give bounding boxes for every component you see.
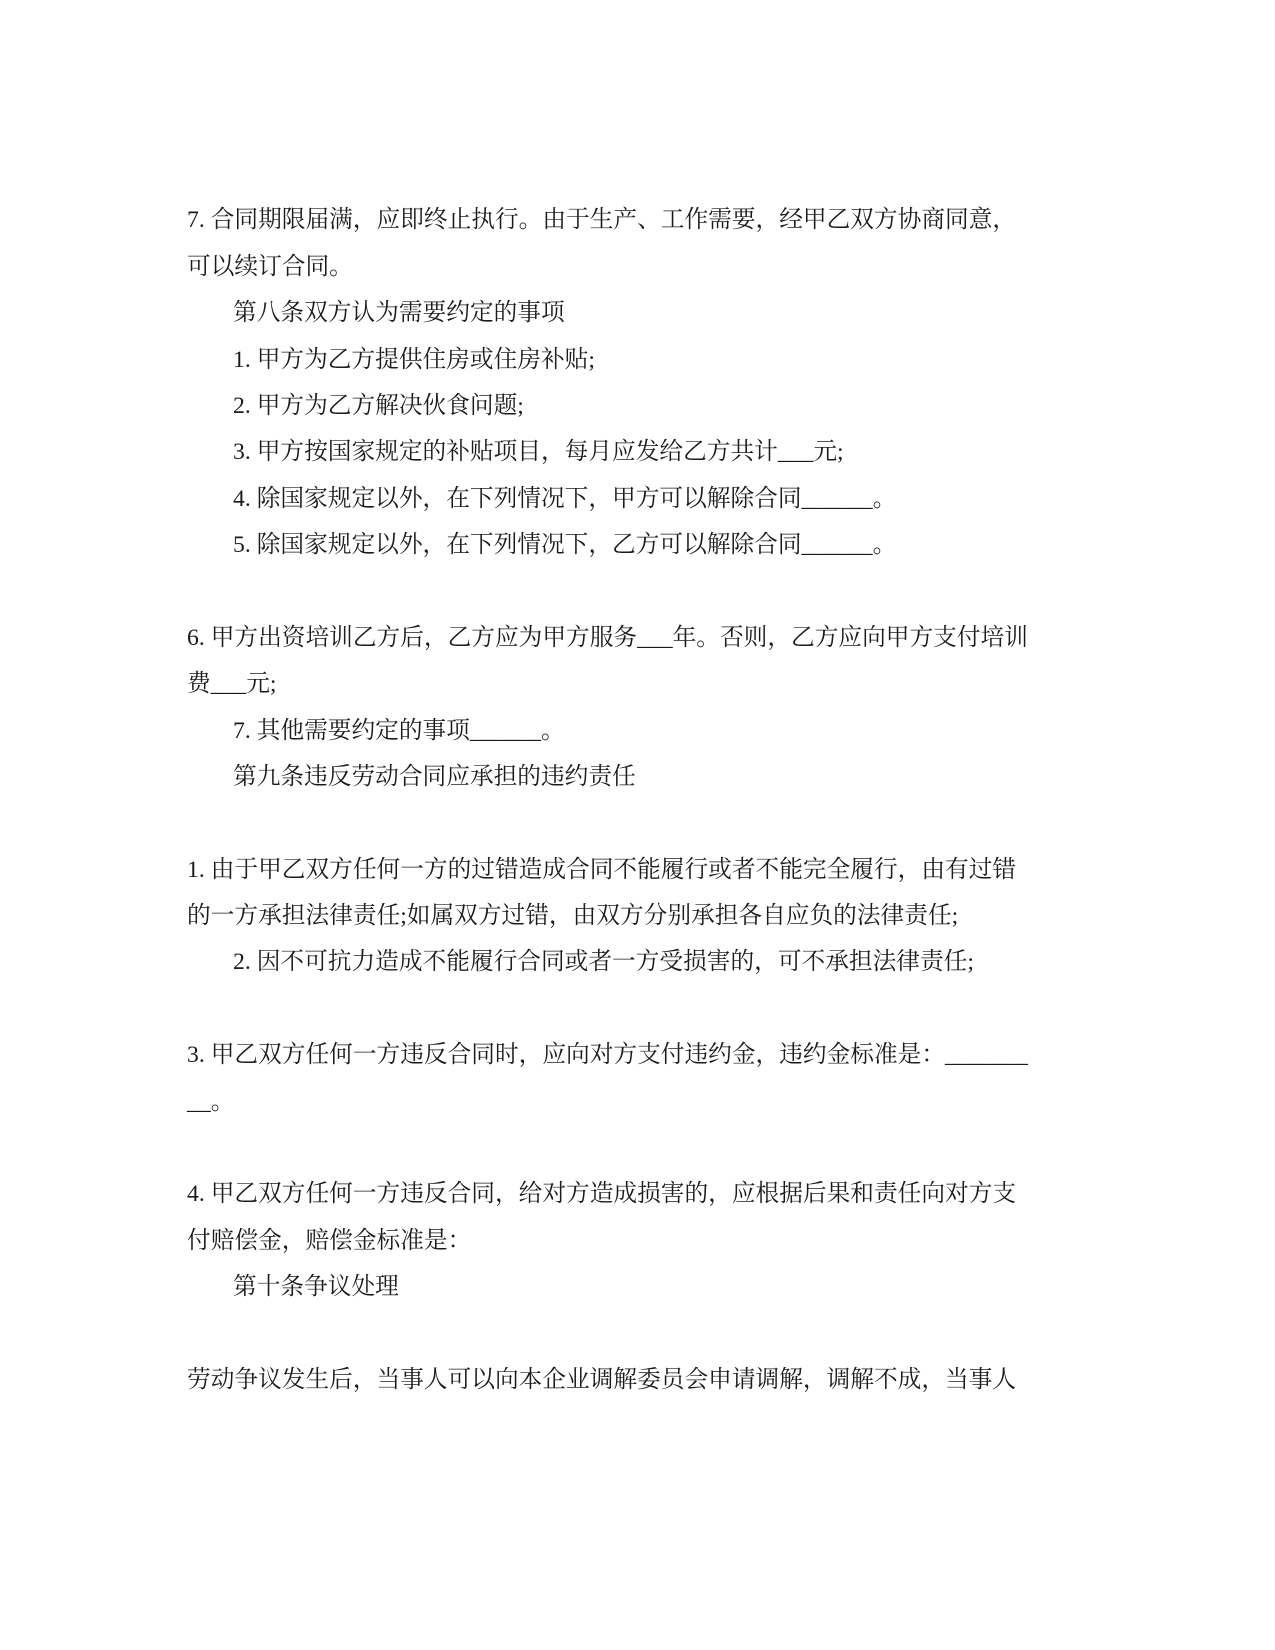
list-item: 2. 甲方为乙方解决伙食问题; (233, 393, 524, 419)
list-item: 3. 甲方按国家规定的补贴项目，每月应发给乙方共计___元; (233, 439, 844, 465)
paragraph-line: 付赔偿金，赔偿金标准是： (187, 1228, 472, 1254)
section-heading-article-8: 第八条双方认为需要约定的事项 (233, 300, 565, 326)
list-item: 1. 由于甲乙双方任何一方的过错造成合同不能履行或者不能完全履行，由有过错 (187, 857, 1017, 883)
list-item: 4. 甲乙双方任何一方违反合同，给对方造成损害的，应根据后果和责任向对方支 (187, 1181, 1017, 1207)
list-item: 7. 其他需要约定的事项______。 (233, 718, 565, 744)
paragraph-line: 7. 合同期限届满，应即终止执行。由于生产、工作需要，经甲乙双方协商同意， (187, 207, 1017, 233)
section-heading-article-10: 第十条争议处理 (233, 1274, 399, 1300)
list-item: 2. 因不可抗力造成不能履行合同或者一方受损害的，可不承担法律责任; (233, 949, 974, 975)
paragraph-line: 的一方承担法律责任;如属双方过错，由双方分别承担各自应负的法律责任; (187, 903, 959, 929)
list-item: 5. 除国家规定以外，在下列情况下，乙方可以解除合同______。 (233, 532, 897, 558)
section-heading-article-9: 第九条违反劳动合同应承担的违约责任 (233, 764, 636, 790)
paragraph-line: 劳动争议发生后，当事人可以向本企业调解委员会申请调解，调解不成，当事人 (187, 1367, 1017, 1393)
list-item: 6. 甲方出资培训乙方后，乙方应为甲方服务___年。否则，乙方应向甲方支付培训 (187, 625, 1028, 651)
paragraph-line: __。 (187, 1089, 235, 1115)
paragraph-line: 费___元; (187, 671, 277, 697)
list-item: 4. 除国家规定以外，在下列情况下，甲方可以解除合同______。 (233, 486, 897, 512)
list-item: 3. 甲乙双方任何一方违反合同时，应向对方支付违约金，违约金标准是：_______ (187, 1042, 1028, 1068)
list-item: 1. 甲方为乙方提供住房或住房补贴; (233, 347, 595, 373)
paragraph-line: 可以续订合同。 (187, 254, 353, 280)
